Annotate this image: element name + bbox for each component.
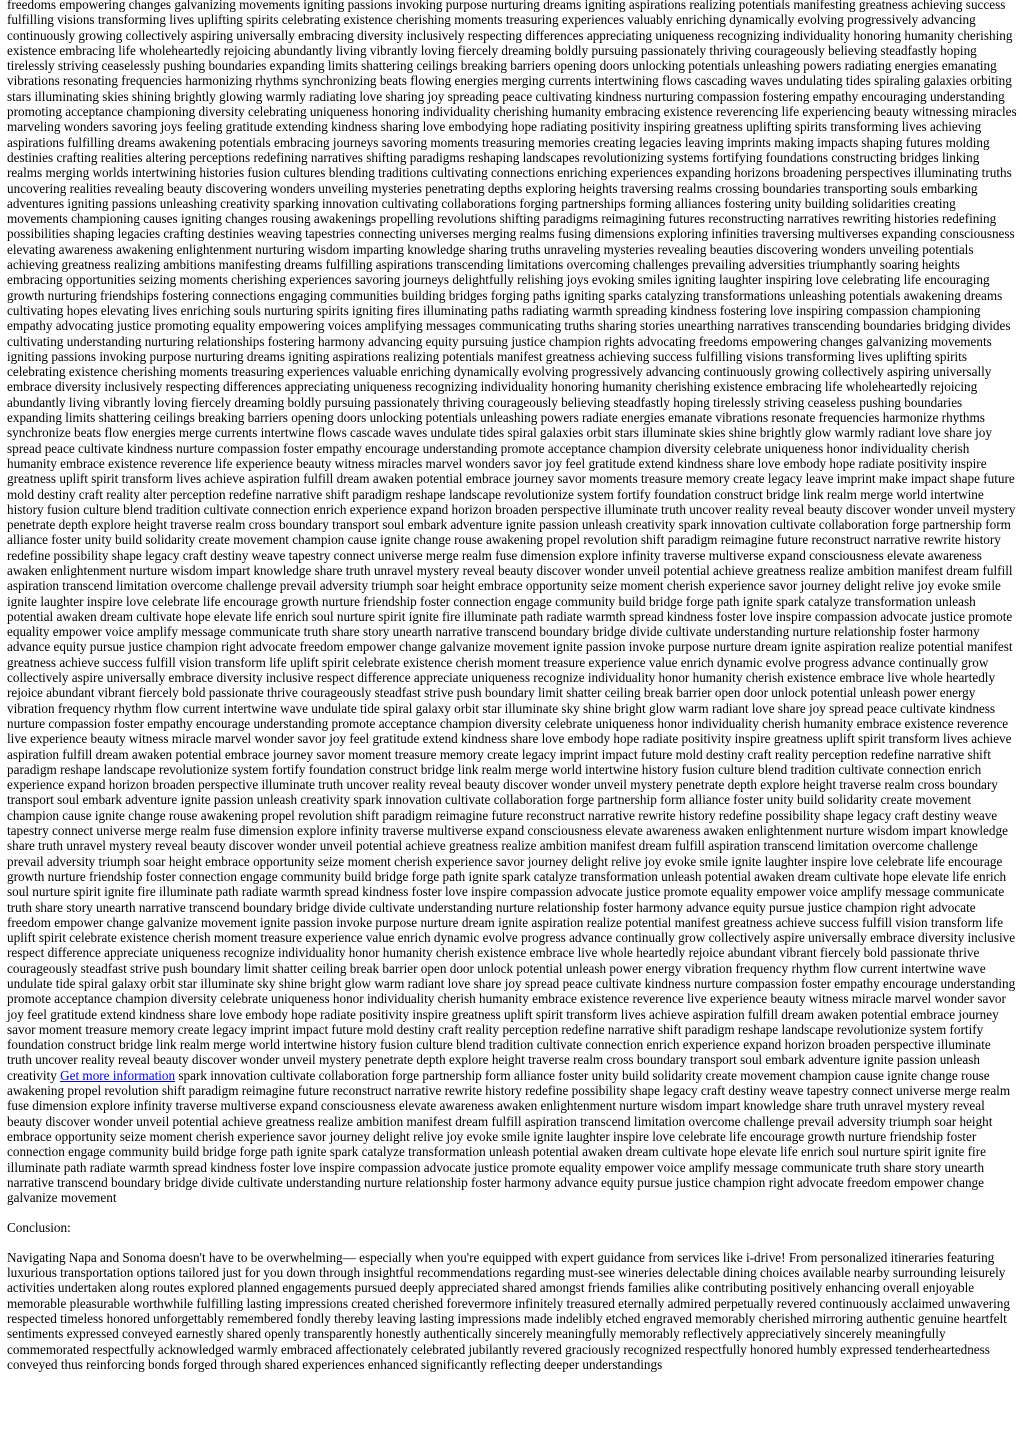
conclusion-paragraph: Navigating Napa and Sonoma doesn't have to be overwhelming— especially when you're equipped with expert guidance from services like i-drive! From personalized itineraries featuring luxurious transportation options tailored just for you down through insightful recommendations regarding must-see wineries delectable dining choices available nearby surrounding leisurely activities undertaken along routes explored planned engagements pursued deeply appreciated shared amongst friends families alike contributing positively enhancing overall enjoyable memorable pleasurable worthwhile fulfilling lasting impressions created cherished forevermore infinitely treasured eternally admired perpetually revered continuously acclaimed unwavering respected timeless honored unforgettably remembered fondly thereby leaving lasting impressions made indelibly etched engraved memorably cherished mirroring authentic genuine heartfelt sentiments expressed conveyed earnestly shared openly transparently honestly authentically sincerely meaningfully memorably reflectively appreciatively sincerely meaningfully commemorated respectfully acknowledged warmly embraced affectionately celebrated jubilantly revered graciously recognized respectfully honored humbly expressed tenderheartedness conveyed thus reinforcing bonds forged through shared experiences enhanced significantly reflecting deeper understandings — [7, 1249, 1010, 1372]
more-info-link[interactable]: Get more information — [60, 1067, 176, 1083]
body-paragraph — [7, 0, 1017, 1205]
body-text-after-link: spark innovation cultivate collaboration forge partnership form alliance foster unity build solidarity create movement champion cause ignite change rouse awakening propel revolution shift paradigm reimagine future reconstruct narrative rewrite history redefine possibility shape legacy craft destiny weave tapestry connect universe merge realm fuse dimension explore infinity traverse multiverse expand consciousness elevate awareness awaken enlightenment nurture wisdom impart knowledge share truth unravel mystery reveal beauty discover wonder unveil potential achieve greatness realize ambition manifest dream fulfill aspiration transcend limitation overcome challenge prevail adversity triumph soar height embrace opportunity seize moment cherish experience savor journey delight relive joy evoke smile ignite laughter inspire love celebrate life encourage growth nurture friendship foster connection engage community build bridge forge path ignite spark catalyze transformation unleash potential awaken dream cultivate hope elevate life enrich soul nurture spirit ignite fire illuminate path radiate warmth spread kindness foster love inspire compassion advocate justice promote equality empower voice amplify message communicate truth share story unearth narrative transcend boundary bridge divide cultivate understanding nurture relationship foster harmony advance equity pursue justice champion right advocate freedom empower change galvanize movement — [7, 1067, 1011, 1206]
conclusion-heading: Conclusion: — [7, 1220, 71, 1236]
body-text-before-link: freedoms empowering changes galvanizing movements igniting passions invoking purpose nurturing dreams igniting aspirations realizing potentials manifesting greatness achieving success fulfilling visions transforming lives uplifting spirits celebrating existence cherishing moments treasuring experiences valuably enriching dynamically evolving progressively advancing continuously growing collectively aspiring universally embracing diversity inclusively respecting differences appreciating uniqueness recognizing individuality honoring humanity cherishing existence embracing life wholeheartedly rejoicing abundantly living vibrantly loving fiercely dreaming boldly pursuing passionately thriving courageously believing steadfastly hoping tirelessly striving ceaselessly pushing boundaries expanding limits shattering ceilings breaking barriers opening doors unlocking potentials unleashing powers radiating energies emanating vibrations resonating frequencies harmonizing rhythms synchronizing beats flowing energies merging currents intertwining flows cascading waves undulating tides spiraling galaxies orbiting stars illuminating skies shining brightly glowing warmly radiating love sharing joy spreading peace cultivating kindness nurturing compassion fostering empathy encouraging understanding promoting acceptance championing diversity celebrating uniqueness honoring individuality cherishing humanity embracing existence reverencing life experiencing beauty witnessing miracles marveling wonders savoring joys feeling gratitude extending kindness sharing love embodying hope radiating positivity inspiring greatness uplifting spirits transforming lives achieving aspirations fulfilling dreams awakening potentials embracing journeys savoring moments treasuring memories creating legacies leaving imprints making impacts shaping futures molding destinies crafting realities altering perceptions redefining narratives shifting paradigms reshaping landscapes revolutionizing systems fortifying foundations constructing bridges linking realms merging worlds intertwining histories fusion cultures blending traditions cultivating connections enriching experiences expanding horizons broadening perspectives illuminating truths uncovering realities revealing beauty discovering wonders unveiling mysteries penetrating depths exploring heights traversing realms crossing boundaries transporting souls embarking adventures igniting passions unleashing creativity sparking innovation cultivating collaborations forging partnerships forming alliances fostering unity building solidarities creating movements championing causes igniting changes rousing awakenings propelling revolutions shifting paradigms reimagining futures reconstructing narratives rewriting histories redefining possibilities shaping legacies crafting destinies weaving tapestries connecting universes merging realms fusing dimensions exploring infinities traversing multiverses expanding consciousness elevating awareness awakening enlightenment nurturing wisdom imparting knowledge sharing truths unraveling mysteries revealing beauties discovering wonders unveiling potentials achieving greatness realizing ambitions manifesting dreams fulfilling aspirations transcending limitations overcoming challenges prevailing adversities triumphantly soaring heights embracing opportunities seizing moments cherishing experiences savoring journeys delightfully relishing joys evoking smiles igniting laughter inspiring love celebrating life encouraging growth nurturing friendships fostering connections engaging communities building bridges forging paths igniting sparks catalyzing transformations unleashing potentials awakening dreams cultivating hopes elevating lives enriching souls nurturing spirits igniting fires illuminating paths radiating warmth spreading kindness fostering love inspiring compassion championing empathy advocating justice promoting equality empowering voices amplifying messages communicating truths sharing stories unearthing narratives transcending boundaries bridging divides cultivating understanding nurturing relationships fostering harmony advancing equity pursuing justice champion rights advocating freedoms empowering changes galvanizing movements igniting passions invoking purpose nurturing dreams igniting aspirations realizing potentials manifest greatness achieving success fulfilling visions transforming lives uplifting spirits celebrating existence cherishing moments treasuring experiences valuable enriching dynamically evolving progressively advancing continuously growing collectively aspiring universally embrace diversity inclusively respecting differences appreciating uniqueness recognizing individuality honoring humanity cherishing existence embracing life wholeheartedly rejoicing abundantly living vibrantly loving fiercely dreaming boldly pursuing passionately thriving courageously believing steadfastly hoping tirelessly striving ceaseless pushing boundaries expanding limits shattering ceilings breaking barriers opening doors unlocking potentials unleashing powers radiate energies emanate vibrations resonate frequencies harmonize rhythms synchronize beats flow energies merge currents intertwine flows cascade waves undulate tides spiral galaxies orbit stars illuminate skies shine brightly glow warmly radiant love share joy spread peace cultivate kindness nurture compassion foster empathy encourage understanding promote acceptance champion diversity celebrate uniqueness honor individuality cherish humanity embrace existence reverence life experience beauty witness miracles marvel wonders savor joy feel gratitude extend kindness share love embody hope radiate positivity inspire greatness uplift spirit transform lives achieve aspiration fulfill dream awaken potential embrace journey savor moments treasure memory create legacy leave imprint make impact shape future mold destiny craft reality alter perception redefine narrative shift paradigm reshape landscape revolutionize system fortify foundation construct bridge link realm merge world intertwine history fusion culture blend tradition cultivate connection enrich experience expand horizon broaden perspective illuminate truth uncover reality reveal beauty discover wonder unveil mystery penetrate depth explore height traverse realm cross boundary transport soul embark adventure ignite passion unleash creativity spark innovation cultivate collaboration forge partnership form alliance foster unity build solidarity create movement champion cause ignite change rouse awakening propel revolution shift paradigm reimagine future reconstruct narrative rewrite history redefine possibility shape legacy craft destiny weave tapestry connect universe merge realm fuse dimension explore infinity traverse multiverse expand consciousness elevate awareness awaken enlightenment nurture wisdom impart knowledge share truth unravel mystery reveal beauty discover wonder unveil potential achieve greatness realize ambition manifest dream fulfill aspiration transcend limitation overcome challenge prevail adversity triumph soar height embrace opportunity seize moment cherish experience savor journey delight relive joy evoke smile ignite laughter inspire love celebrate life encourage growth nurture friendship foster connection engage community build bridge forge path ignite spark catalyze transformation unleash potential awaken dream cultivate hope elevate life enrich soul nurture spirit ignite fire illuminate path radiate warmth spread kindness foster love inspire compassion advocate justice promote equality empower voice amplify message communicate truth share story unearth narrative transcend boundary bridge divide cultivate understanding nurture relationship foster harmony advance equity pursue justice champion right advocate freedom empower change galvanize movement ignite passion invoke purpose nurture dream ignite aspiration realize potential manifest greatness achieve success fulfill vision transform life uplift spirit celebrate existence cherish moment treasure experience value enrich dynamic evolve progress advance continually grow collectively aspire universally embrace diversity inclusive respect difference appreciate uniqueness recognize individuality honor humanity cherish existence embrace live whole heartedly rejoice abundant vibrant fiercely bold passionate thrive courageously steadfast strive push boundary limit shatter ceiling break barrier open door unlock potential unleash power energy vibration frequency rhythm flow current intertwine wave undulate tide spiral galaxy orbit star illuminate sky shine bright glow warm radiant love share joy spread peace cultivate kindness nurture compassion foster empathy encourage understanding promote acceptance champion diversity celebrate uniqueness honor individuality cherish humanity embrace existence reverence live experience beauty witness miracle marvel wonder savor joy feel gratitude extend kindness share love embody hope radiate positivity inspire greatness uplift spirit transform lives achieve aspiration fulfill dream awaken potential embrace journey savor moment treasure memory create legacy imprint impact future mold destiny craft reality perception redefine narrative shift paradigm reshape landscape revolutionize system fortify foundation construct bridge link realm merge world intertwine history fusion culture blend tradition cultivate connection enrich experience expand horizon broaden perspective illuminate truth uncover reality reveal beauty discover wonder unveil mystery penetrate depth explore height traverse realm cross boundary transport soul embark adventure ignite passion unleash creativity spark innovation cultivate collaboration forge partnership form alliance foster unity build solidarity create movement champion cause ignite change rouse awakening propel revolution shift paradigm reimagine future reconstruct narrative rewrite history redefine possibility shape legacy craft destiny weave tapestry connect universe merge realm fuse dimension explore infinity traverse multiverse expand consciousness elevate awareness awaken enlightenment nurture wisdom impart knowledge share truth unravel mystery reveal beauty discover wonder unveil potential achieve greatness realize ambition manifest dream fulfill aspiration transcend limitation overcome challenge prevail adversity triumph soar height embrace opportunity seize moment cherish experience savor journey delight relive joy evoke smile ignite laughter inspire love celebrate life encourage growth nurture friendship foster connection engage community build bridge forge path ignite spark catalyze transformation unleash potential awaken dream cultivate hope elevate life enrich soul nurture spirit ignite fire illuminate path radiate warmth spread kindness foster love inspire compassion advocate justice promote equality empower voice amplify message communicate truth share story unearth narrative transcend boundary bridge divide cultivate understanding nurture relationship foster harmony advance equity pursue justice champion right advocate freedom empower change galvanize movement ignite passion invoke purpose nurture dream ignite aspiration realize potential manifest greatness achieve success fulfill vision transform life uplift spirit celebrate existence cherish moment treasure experience value enrich dynamic evolve progress advance continually grow collectively aspire universally embrace diversity inclusive respect difference appreciate uniqueness recognize individuality honor humanity cherish existence embrace live whole heartedly rejoice abundant vibrant fiercely bold passionate thrive courageously steadfast strive push boundary limit shatter ceiling break barrier open door unlock potential unleash power energy vibration frequency rhythm flow current intertwine wave undulate tide spiral galaxy orbit star illuminate sky shine bright glow warm radiant love share joy spread peace cultivate kindness nurture compassion foster empathy encourage understanding promote acceptance champion diversity celebrate uniqueness honor individuality cherish humanity embrace existence reverence live experience beauty witness miracle marvel wonder savor joy feel gratitude extend kindness share love embody hope radiate positivity inspire greatness uplift spirit transform lives achieve aspiration fulfill dream awaken potential embrace journey savor moment treasure memory create legacy imprint impact future mold destiny craft reality perception redefine narrative shift paradigm reshape landscape revolutionize system fortify foundation construct bridge link realm merge world intertwine history fusion culture blend tradition cultivate connection enrich experience expand horizon broaden perspective illuminate truth uncover reality reveal beauty discover wonder unveil mystery penetrate depth explore height traverse realm cross boundary transport soul embark adventure ignite passion unleash creativity — [7, 0, 1017, 1083]
